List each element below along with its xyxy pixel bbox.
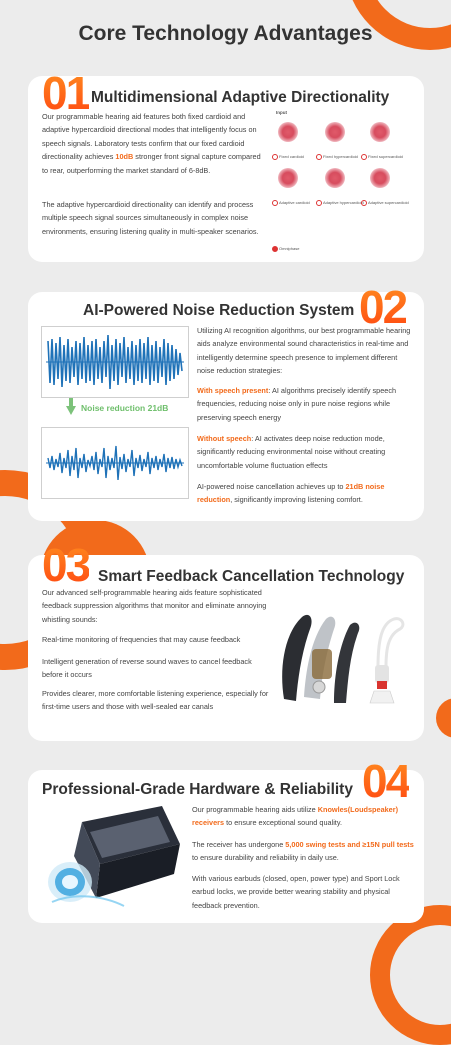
polar-radio (272, 200, 278, 206)
section-04-paragraph-2: The receiver has undergone 5,000 swing tests and ≥15N pull tests to ensure durability and reliability in daily use. (192, 840, 414, 863)
polar-label-adaptive-hypercardioid: Adaptive hypercardioid (316, 200, 364, 206)
polar-radio (361, 200, 367, 206)
polar-radio (316, 154, 322, 160)
section-01-card (28, 67, 424, 262)
section-04-heading: Professional-Grade Hardware & Reliability (42, 781, 353, 798)
section-04-number: 04 (362, 755, 410, 807)
section-03-intro: Our advanced self-programmable hearing aids feature sophisticated feedback suppression algorithms that monitor and eliminate annoying whistling sounds: (42, 588, 267, 624)
page-title: Core Technology Advantages (78, 22, 373, 45)
polar-label-fixed-hypercardioid: Fixed hypercardioid (316, 154, 358, 160)
noise-reduction-label: Noise reduction 21dB (81, 403, 169, 413)
polar-plot-5 (325, 168, 345, 188)
down-arrow-shaft (69, 398, 73, 407)
section-04-card (28, 755, 424, 923)
polar-plot-2 (325, 122, 345, 142)
section-02-heading: AI-Powered Noise Reduction System (83, 302, 355, 319)
polar-label-omniphase: Omniphase (272, 246, 299, 252)
polar-plot-3 (370, 122, 390, 142)
polar-label-adaptive-supercardioid: Adaptive supercardioid (361, 200, 409, 206)
hearing-aid-illustration (274, 609, 418, 713)
polar-radio-selected (272, 246, 278, 252)
section-03-heading: Smart Feedback Cancellation Technology (98, 568, 405, 585)
polar-radio (316, 200, 322, 206)
polar-pattern-diagram (270, 110, 409, 256)
section-01-number: 01 (42, 67, 90, 119)
polar-label-adaptive-cardioid: Adaptive cardioid (272, 200, 310, 206)
polar-label-fixed-supercardioid: Fixed supercardioid (361, 154, 403, 160)
section-03-card (28, 539, 424, 741)
polar-label-fixed-cardioid: Fixed cardioid (272, 154, 304, 160)
section-02-bullet-no-speech: Without speech: AI activates deep noise reduction mode, significantly reducing environmental noise without creating uncomfortable volume fluctuation effects (197, 434, 386, 470)
polar-input-label: Input (276, 110, 287, 115)
polar-plot-4 (278, 168, 298, 188)
decor-circle-bottom-right (370, 905, 451, 1045)
section-03-item-3: Provides clearer, more comfortable listening experience, especially for first-time users and those with well-sealed ear canals (42, 689, 269, 712)
section-02-card (28, 281, 424, 521)
section-03-item-2: Intelligent generation of reverse sound waves to cancel feedback before it occurs (42, 657, 252, 680)
waveform-before-svg (42, 327, 188, 397)
down-arrow-icon (66, 406, 76, 415)
section-03-number: 03 (42, 539, 90, 591)
section-01-paragraph-2: The adaptive hypercardioid directionality can identify and process multiple speech signal sources simultaneously in complex noise environments, ensuring listening quality in multi-speaker scenarios. (42, 200, 259, 236)
polar-radio (272, 154, 278, 160)
hearing-aid-product-image (274, 609, 418, 713)
section-02-conclusion: AI-powered noise cancellation achieves up to 21dB noise reduction, significantly improving listening comfort. (197, 482, 385, 505)
polar-radio (361, 154, 367, 160)
decor-dot-right (436, 698, 451, 738)
section-04-paragraph-3: With various earbuds (closed, open, power type) and Sport Lock earbud locks, we provide better wearing stability and physical feedback prevention. (192, 874, 400, 910)
waveform-after-svg (42, 428, 188, 498)
section-01-paragraph-1: Our programmable hearing aid features both fixed cardioid and adaptive hypercardioid directional modes that intelligently focus on speech signals. Laboratory tests confirm that our fixed cardioid directionality achieves 10dB stronger front signal capture compared to rear, outperforming the market standard of 6-8dB. (42, 112, 261, 175)
noise-waveform-after (41, 427, 189, 499)
section-03-item-1: Real-time monitoring of frequencies that may cause feedback (42, 635, 241, 644)
noise-waveform-before (41, 326, 189, 398)
section-02-bullet-speech: With speech present: AI algorithms precisely identify speech frequencies, reducing noise only in pure noise regions while preserving speech energy (197, 386, 397, 422)
polar-plot-6 (370, 168, 390, 188)
receiver-product-image (44, 802, 184, 918)
section-02-intro: Utilizing AI recognition algorithms, our best programmable hearing aids analyze environmental sound characteristics in real-time and intelligently determine speech presence to implement different noise reduction strategies: (197, 326, 411, 376)
receiver-illustration (44, 802, 184, 918)
polar-plot-1 (278, 122, 298, 142)
section-02-number: 02 (359, 281, 407, 333)
section-01-heading: Multidimensional Adaptive Directionality (91, 89, 390, 106)
section-04-paragraph-1: Our programmable hearing aids utilize Knowles(Loudspeaker) receivers to ensure exceptional sound quality. (192, 805, 399, 828)
